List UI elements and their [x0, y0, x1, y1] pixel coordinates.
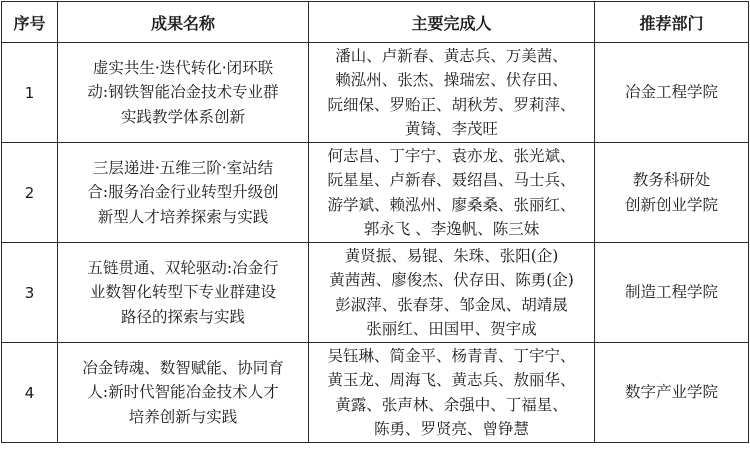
people-line: 黄露、张声林、余强中、丁福星、 [335, 395, 568, 414]
people-line: 潘山、卢新春、黄志兵、万美茜、 [335, 46, 568, 65]
main-contributors [309, 243, 595, 343]
people-line: 黄贤振、易锟、朱珠、张阳(企) [344, 246, 559, 265]
row-index: 1 [2, 43, 58, 143]
header-department: 推荐部门 [595, 2, 749, 43]
people-line: 黄茜茜、廖俊杰、伏存田、陈勇(企) [329, 271, 574, 289]
name-line: 合:服务冶金行业转型升级创 [87, 183, 279, 202]
header-row [2, 2, 749, 43]
name-line: 培养创新与实践 [128, 407, 238, 426]
name-line: 动:钢铁智能冶金技术专业群 [87, 83, 279, 102]
people-line: 游学斌、赖泓州、廖桑桑、张丽红、 [327, 195, 576, 214]
header-index: 序号 [2, 2, 58, 43]
recommending-department [595, 43, 749, 143]
people-line: 陈勇、罗贤亮、曾铮慧 [373, 420, 529, 438]
recommending-department [595, 343, 749, 443]
main-contributors [309, 343, 595, 443]
table-row [2, 243, 749, 343]
people-line: 何志昌、丁宇宁、袁亦龙、张光斌、 [327, 146, 576, 165]
people-line: 张丽红、田国甲、贺宇成 [366, 320, 537, 338]
people-line: 黄锜、李茂旺 [404, 120, 498, 138]
people-line: 阮星星、卢新春、聂绍昌、马士兵、 [327, 171, 576, 189]
achievement-table [1, 1, 749, 443]
dept-line: 制造工程学院 [624, 283, 718, 302]
row-index: 4 [2, 343, 58, 443]
name-line: 冶金铸魂、数智赋能、协同育 [82, 358, 284, 377]
recommending-department [595, 143, 749, 243]
dept-line: 创新创业学院 [624, 195, 718, 214]
people-line: 郭永飞 、李逸帆、陈三妹 [363, 220, 540, 238]
header-name: 成果名称 [58, 2, 309, 43]
name-line: 虚实共生·迭代转化·闭环联 [92, 58, 274, 77]
name-line: 三层递进·五维三阶·室站结 [92, 158, 274, 177]
name-line: 五链贯通、双轮驱动:冶金行 [87, 258, 279, 277]
dept-line: 冶金工程学院 [624, 83, 718, 102]
name-line: 路径的探索与实践 [120, 307, 245, 326]
table-row [2, 343, 749, 443]
name-line: 新型人才培养探索与实践 [97, 207, 269, 226]
header-people: 主要完成人 [309, 2, 595, 43]
dept-line: 教务科研处 [632, 171, 711, 189]
dept-line: 数字产业学院 [624, 383, 718, 402]
row-index: 2 [2, 143, 58, 243]
people-line: 吴钰琳、简金平、杨青青、丁宇宁、 [327, 346, 576, 365]
table-row [2, 143, 749, 243]
name-line: 人:新时代智能冶金技术人才 [87, 383, 279, 402]
achievement-name [58, 43, 309, 143]
table-row [2, 43, 749, 143]
recommending-department [595, 243, 749, 343]
people-line: 黄玉龙、周海飞、黄志兵、敖丽华、 [327, 371, 576, 389]
people-line: 彭淑萍、张春芽、邹金凤、胡靖晟 [335, 295, 568, 314]
achievement-name [58, 343, 309, 443]
people-line: 阮细保、罗贻正、胡秋芳、罗莉萍、 [327, 95, 576, 114]
achievement-name [58, 243, 309, 343]
main-contributors [309, 143, 595, 243]
name-line: 实践教学体系创新 [120, 107, 245, 126]
main-contributors [309, 43, 595, 143]
row-index: 3 [2, 243, 58, 343]
people-line: 赖泓州、张杰、操瑞宏、伏存田、 [335, 71, 568, 89]
name-line: 业数智化转型下专业群建设 [89, 283, 276, 302]
achievement-name [58, 143, 309, 243]
